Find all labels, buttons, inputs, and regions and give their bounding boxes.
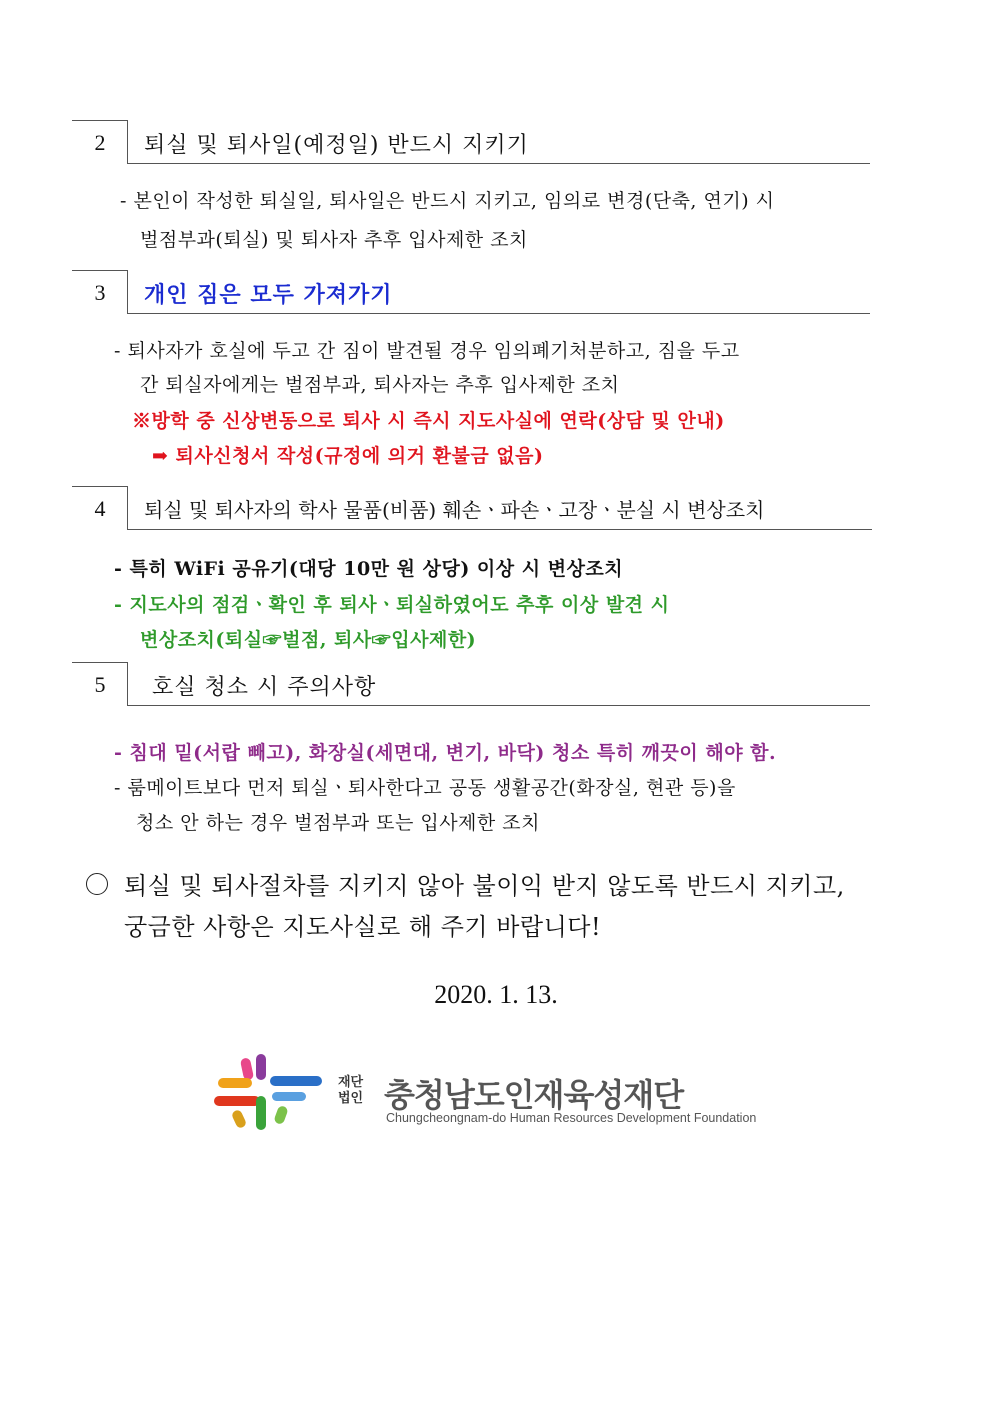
section-4-line-2: - 지도사의 점검ㆍ확인 후 퇴사ㆍ퇴실하였어도 추후 이상 발견 시 — [114, 594, 670, 616]
section-number: 3 — [94, 280, 106, 305]
section-3-line-2: 간 퇴실자에게는 벌점부과, 퇴사자는 추후 입사제한 조치 — [140, 374, 620, 396]
section-3-header — [72, 270, 870, 314]
section-3-line-1: - 퇴사자가 호실에 두고 간 짐이 발견될 경우 임의폐기처분하고, 짐을 두고 — [114, 340, 740, 362]
section-number: 2 — [94, 130, 106, 155]
foundation-name-english: Chungcheongnam-do Human Resources Development Foundation — [386, 1111, 757, 1125]
section-4-header — [72, 486, 872, 530]
foundation-name: 충청남도인재육성재단 — [384, 1076, 684, 1114]
logo-label-bottom: 법인 — [338, 1090, 364, 1105]
section-title: 퇴실 및 퇴사일(예정일) 반드시 지키기 — [144, 133, 529, 158]
section-4-line-1: - 특히 WiFi 공유기(대당 10만 원 상당) 이상 시 변상조치 — [114, 558, 624, 580]
section-2-header — [72, 120, 870, 164]
section-4-line-3: 변상조치(퇴실☞벌점, 퇴사☞입사제한) — [140, 629, 477, 651]
circle-bullet-icon — [86, 873, 108, 895]
closing-line-2: 궁금한 사항은 지도사실로 해 주기 바랍니다! — [124, 913, 602, 941]
closing-line-1: 퇴실 및 퇴사절차를 지키지 않아 불이익 받지 않도록 반드시 지키고, — [124, 872, 845, 900]
section-2-line-1: - 본인이 작성한 퇴실일, 퇴사일은 반드시 지키고, 임의로 변경(단축, 연기) 시 — [120, 190, 775, 212]
section-5-line-1: - 침대 밑(서랍 빼고), 화장실(세면대, 변기, 바닥) 청소 특히 깨끗이 해야 함. — [114, 742, 777, 764]
section-title: 개인 짐은 모두 가져가기 — [144, 282, 393, 308]
foundation-logo-icon — [212, 1052, 324, 1132]
section-underline — [128, 163, 870, 164]
section-underline — [128, 313, 870, 314]
section-underline — [128, 529, 872, 530]
section-2-line-2: 벌점부과(퇴실) 및 퇴사자 추후 입사제한 조치 — [140, 229, 528, 251]
logo-label — [338, 1074, 363, 1106]
section-5-line-2: - 룸메이트보다 먼저 퇴실ㆍ퇴사한다고 공동 생활공간(화장실, 현관 등)을 — [114, 777, 736, 799]
section-title: 호실 청소 시 주의사항 — [152, 675, 377, 700]
section-underline — [128, 705, 870, 706]
logo-label-top: 재단 — [338, 1074, 364, 1089]
section-title: 퇴실 및 퇴사자의 학사 물품(비품) 훼손ㆍ파손ㆍ고장ㆍ분실 시 변상조치 — [144, 498, 765, 522]
section-3-notice: ※방학 중 신상변동으로 퇴사 시 즉시 지도사실에 연락(상담 및 안내) — [132, 410, 725, 432]
section-5-line-3: 청소 안 하는 경우 벌점부과 또는 입사제한 조치 — [136, 812, 541, 834]
section-3-notice-arrow: ➡ 퇴사신청서 작성(규정에 의거 환불금 없음) — [152, 445, 544, 467]
document-date: 2020. 1. 13. — [434, 980, 558, 1009]
section-number: 4 — [94, 496, 106, 521]
section-5-header — [72, 662, 870, 706]
section-number: 5 — [94, 672, 106, 697]
